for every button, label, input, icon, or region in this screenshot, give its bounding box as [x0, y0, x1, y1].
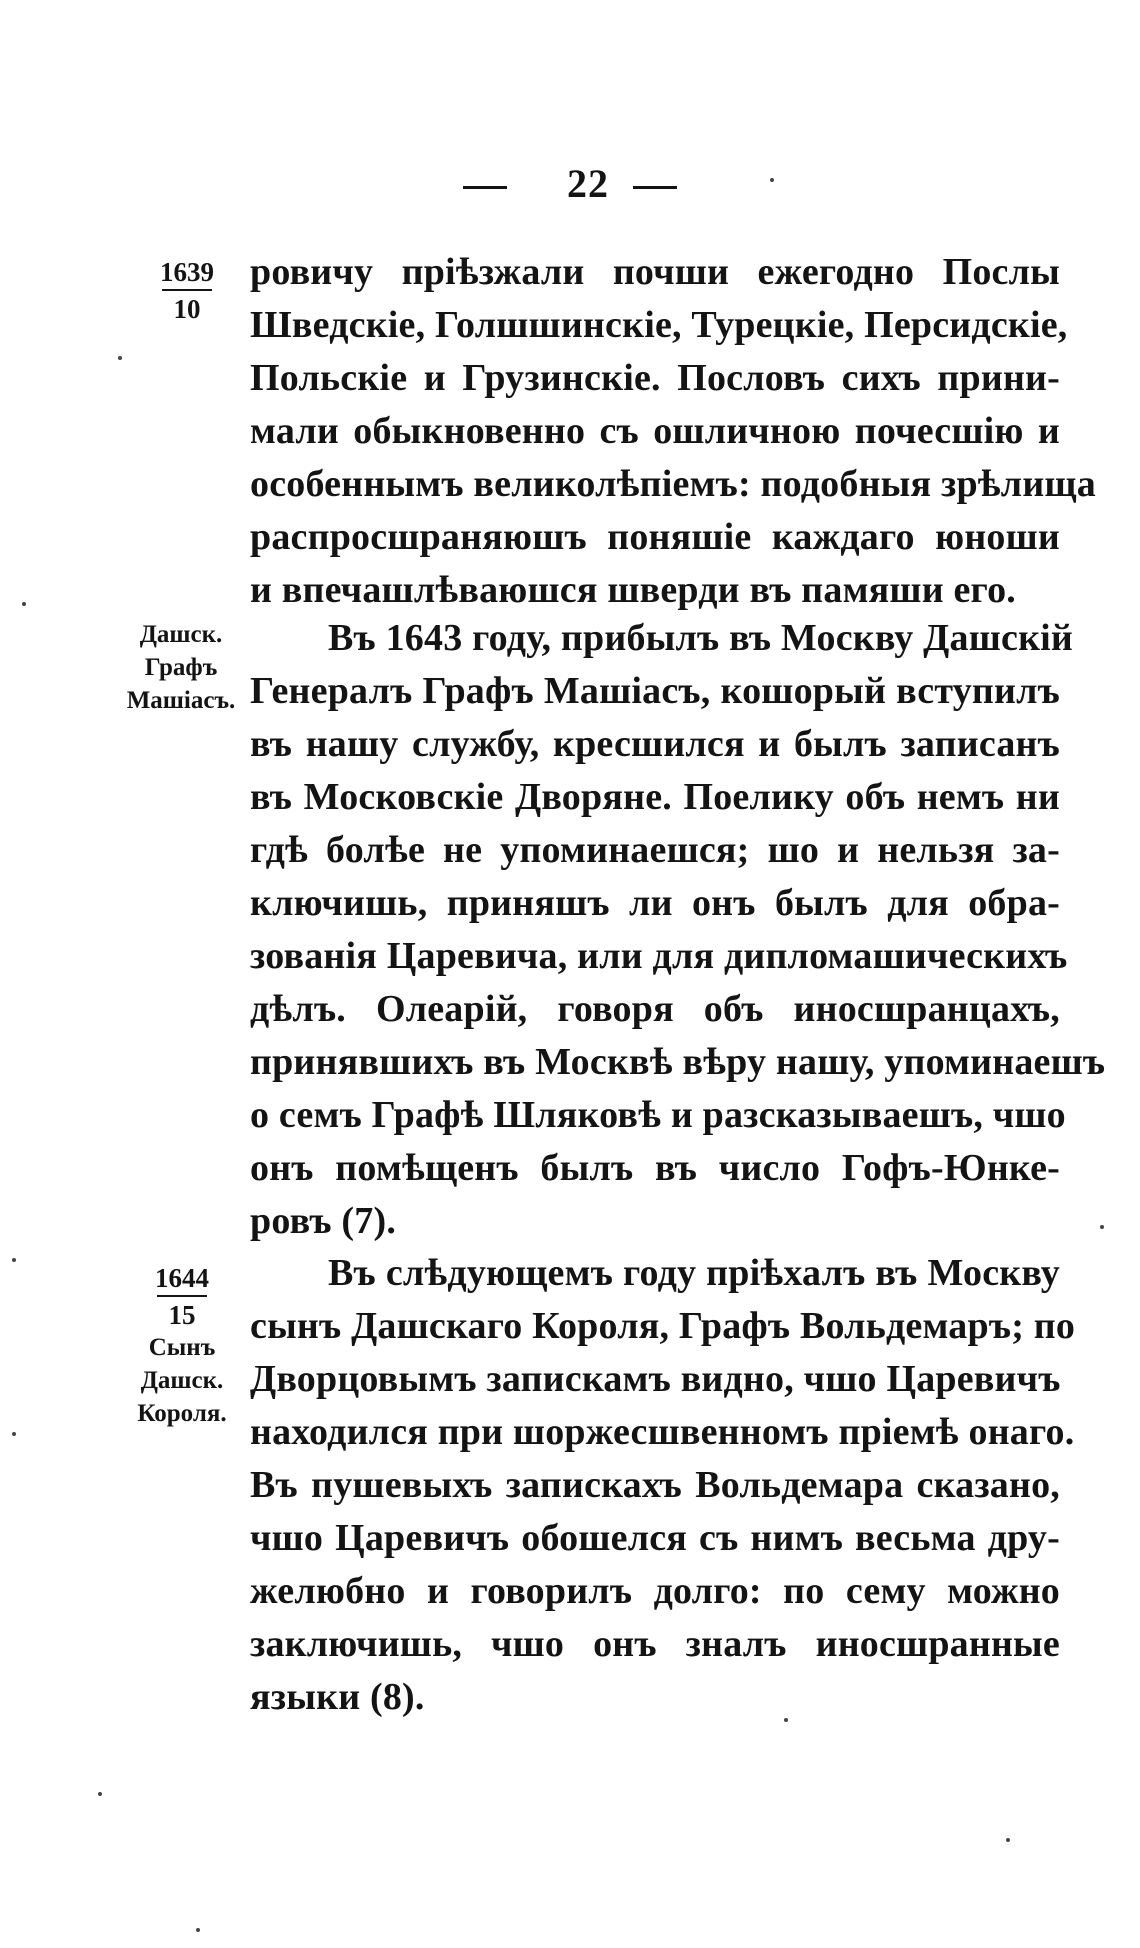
text-line: чшо Царевичъ обошелся съ нимъ весьма дру- — [250, 1517, 1060, 1559]
scan-speck — [22, 602, 26, 606]
text-line: Въ пушевыхъ запискахъ Вольдемара сказано, — [250, 1464, 1060, 1506]
scan-speck — [784, 1718, 788, 1722]
text-line: сынъ Дашскаго Короля, Графъ Вольдемаръ; по — [250, 1305, 1076, 1347]
page-number — [0, 160, 1140, 208]
text-line: Въ слѣдующемъ году прiѣхалъ въ Москву — [328, 1252, 1060, 1294]
margin-rule — [162, 289, 212, 291]
text-line: ровичу прiѣзжали почши ежегодно Послы — [250, 251, 1060, 293]
margin-label-line: Сынъ — [148, 1334, 216, 1361]
text-line: Шведскiе, Голшшинскiе, Турецкiе, Персидскiе, — [250, 304, 1068, 346]
scan-speck — [1100, 1225, 1104, 1229]
text-line: заключишь, чшо онъ зналъ иносшранные — [250, 1623, 1060, 1665]
text-line: ровъ (7). — [250, 1200, 397, 1242]
margin-label-line: Машiасъ. — [126, 687, 236, 714]
text-line: и впечашлѣваюшся шверди въ памяши его. — [250, 569, 1016, 611]
text-line: Польскiе и Грузинскiе. Пословъ сихъ прини- — [250, 357, 1060, 399]
text-line: находился при шоржесшвенномъ прiемѣ онаго. — [250, 1411, 1075, 1453]
margin-year: 1639 — [160, 257, 214, 287]
margin-note-year-1639 — [150, 256, 224, 325]
margin-rule — [157, 1295, 207, 1297]
paragraph-2 — [250, 612, 1106, 1248]
text-line: гдѣ болѣе не упоминаешся; шо и нельзя за- — [250, 829, 1060, 871]
page-number-dash-right — [633, 186, 677, 189]
scan-speck — [98, 1792, 102, 1796]
scan-speck — [12, 1432, 16, 1436]
text-line: языки (8). — [250, 1676, 425, 1718]
margin-year-sub: 10 — [173, 294, 201, 324]
text-line: желюбно и говорилъ долго: по сему можно — [250, 1570, 1060, 1612]
text-line: Въ 1643 году, прибылъ въ Москву Дашскiй — [328, 617, 1074, 659]
margin-year-sub: 15 — [168, 1300, 196, 1330]
paragraph-3 — [250, 1247, 1076, 1724]
scan-speck — [196, 1928, 200, 1932]
scan-speck — [12, 1258, 16, 1262]
margin-year: 1644 — [155, 1263, 209, 1293]
scan-speck — [1006, 1838, 1010, 1842]
scan-speck — [770, 178, 774, 182]
text-line: Генералъ Графъ Машiасъ, кошорый вступилъ — [250, 670, 1060, 712]
text-line: мали обыкновенно съ ошличною почесшiю и — [250, 410, 1060, 452]
margin-label-line: Дашск. — [139, 621, 223, 648]
text-line: распросшраняюшъ поняшiе каждаго юноши — [250, 516, 1060, 558]
text-line: о семъ Графѣ Шляковѣ и разсказываешъ, чшо — [250, 1094, 1066, 1136]
paragraph-1 — [250, 246, 1096, 617]
margin-note-year-1644 — [124, 1262, 240, 1430]
margin-label-line: Дашск. — [140, 1367, 224, 1394]
margin-label-line: Графъ — [144, 654, 218, 681]
page-number-value: 22 — [567, 161, 609, 206]
text-line: дѣлъ. Олеарiй, говоря объ иносшранцахъ, — [250, 988, 1060, 1030]
margin-label-line: Короля. — [137, 1400, 227, 1427]
text-line: въ Московскiе Дворяне. Поелику объ немъ ни — [250, 776, 1060, 818]
text-line: онъ помѣщенъ былъ въ число Гофъ-Юнке- — [250, 1147, 1060, 1189]
margin-note-danish-count — [120, 618, 242, 717]
text-line: въ нашу службу, кресшился и былъ записанъ — [250, 723, 1060, 765]
text-line: зованiя Царевича, или для дипломашическихъ — [250, 935, 1068, 977]
scan-speck — [118, 356, 122, 360]
text-line: принявшихъ въ Москвѣ вѣру нашу, упоминаешъ — [250, 1041, 1106, 1083]
text-line: особеннымъ великолѣпiемъ: подобныя зрѣлища — [250, 463, 1096, 505]
text-line: Дворцовымъ запискамъ видно, чшо Царевичъ — [250, 1358, 1061, 1400]
text-line: ключишь, приняшъ ли онъ былъ для обра- — [250, 882, 1060, 924]
page-number-dash-left — [463, 186, 507, 189]
